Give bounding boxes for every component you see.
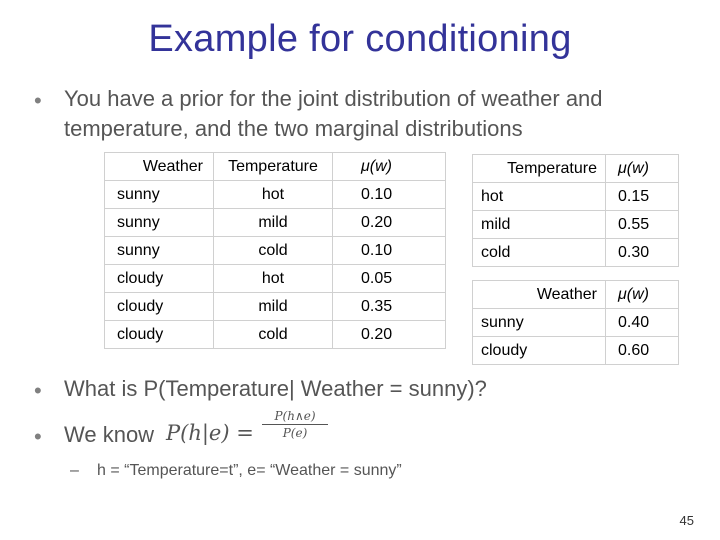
table-row — [473, 239, 679, 267]
table-cell: mild — [214, 209, 333, 237]
table-cell: cloudy — [105, 321, 214, 349]
table-row — [105, 237, 446, 265]
weather-marginal-table — [472, 280, 679, 365]
table-row — [105, 209, 446, 237]
table-cell: sunny — [105, 209, 214, 237]
table-cell: 0.55 — [606, 211, 679, 239]
header-cell: μ(w) — [606, 155, 679, 183]
table-cell: cold — [473, 239, 606, 267]
table-cell: 0.10 — [333, 237, 446, 265]
table-cell: mild — [214, 293, 333, 321]
table-header-row — [473, 155, 679, 183]
bullet-dot: • — [34, 378, 42, 403]
table-cell: 0.20 — [333, 321, 446, 349]
table-cell: cold — [214, 321, 333, 349]
table-cell: sunny — [473, 309, 606, 337]
page-number: 45 — [679, 513, 694, 528]
bullet-dot: • — [34, 88, 42, 113]
sub-bullet-dash: – — [70, 462, 79, 479]
bullet-text-question: What is P(Temperature| Weather = sunny)? — [64, 376, 487, 401]
table-row — [473, 183, 679, 211]
table-row — [105, 181, 446, 209]
bullet-line: You have a prior for the joint distribution of weather and — [64, 86, 603, 111]
table-cell: 0.10 — [333, 181, 446, 209]
header-cell: μ(w) — [333, 153, 446, 181]
header-cell: Temperature — [473, 155, 606, 183]
table-cell: hot — [214, 181, 333, 209]
table-row — [105, 293, 446, 321]
table-cell: cloudy — [105, 293, 214, 321]
table-row — [473, 337, 679, 365]
header-cell: Weather — [473, 281, 606, 309]
table-cell: 0.05 — [333, 265, 446, 293]
slide-title: Example for conditioning — [148, 18, 572, 60]
conditional-formula-fraction — [262, 409, 328, 440]
table-cell: 0.20 — [333, 209, 446, 237]
table-row — [473, 309, 679, 337]
table-cell: mild — [473, 211, 606, 239]
bullet-text-we-know: We know — [64, 422, 155, 447]
bullet-line: temperature, and the two marginal distributions — [64, 116, 523, 141]
table-cell: hot — [473, 183, 606, 211]
formula-denominator: P(e) — [282, 426, 308, 440]
table-cell: cloudy — [105, 265, 214, 293]
table-cell: cold — [214, 237, 333, 265]
formula-lhs: P(h|e) = — [166, 421, 254, 445]
table-cell: sunny — [105, 237, 214, 265]
bullet-dot: • — [34, 424, 42, 449]
joint-distribution-table — [104, 152, 446, 349]
table-cell: 0.30 — [606, 239, 679, 267]
table-row — [473, 211, 679, 239]
table-row — [105, 265, 446, 293]
conditional-formula-lhs — [166, 420, 254, 446]
table-cell: 0.35 — [333, 293, 446, 321]
table-cell: cloudy — [473, 337, 606, 365]
formula-numerator: P(h∧e) — [262, 409, 328, 425]
table-header-row — [473, 281, 679, 309]
table-cell: 0.60 — [606, 337, 679, 365]
bullet-text-prior — [64, 84, 603, 144]
header-cell: Temperature — [214, 153, 333, 181]
header-cell: μ(w) — [606, 281, 679, 309]
table-row — [105, 321, 446, 349]
sub-bullet-definitions: h = “Temperature=t”, e= “Weather = sunny” — [97, 462, 402, 479]
header-cell: Weather — [105, 153, 214, 181]
temperature-marginal-table — [472, 154, 679, 267]
table-cell: sunny — [105, 181, 214, 209]
table-cell: 0.15 — [606, 183, 679, 211]
table-cell: hot — [214, 265, 333, 293]
table-cell: 0.40 — [606, 309, 679, 337]
table-header-row — [105, 153, 446, 181]
